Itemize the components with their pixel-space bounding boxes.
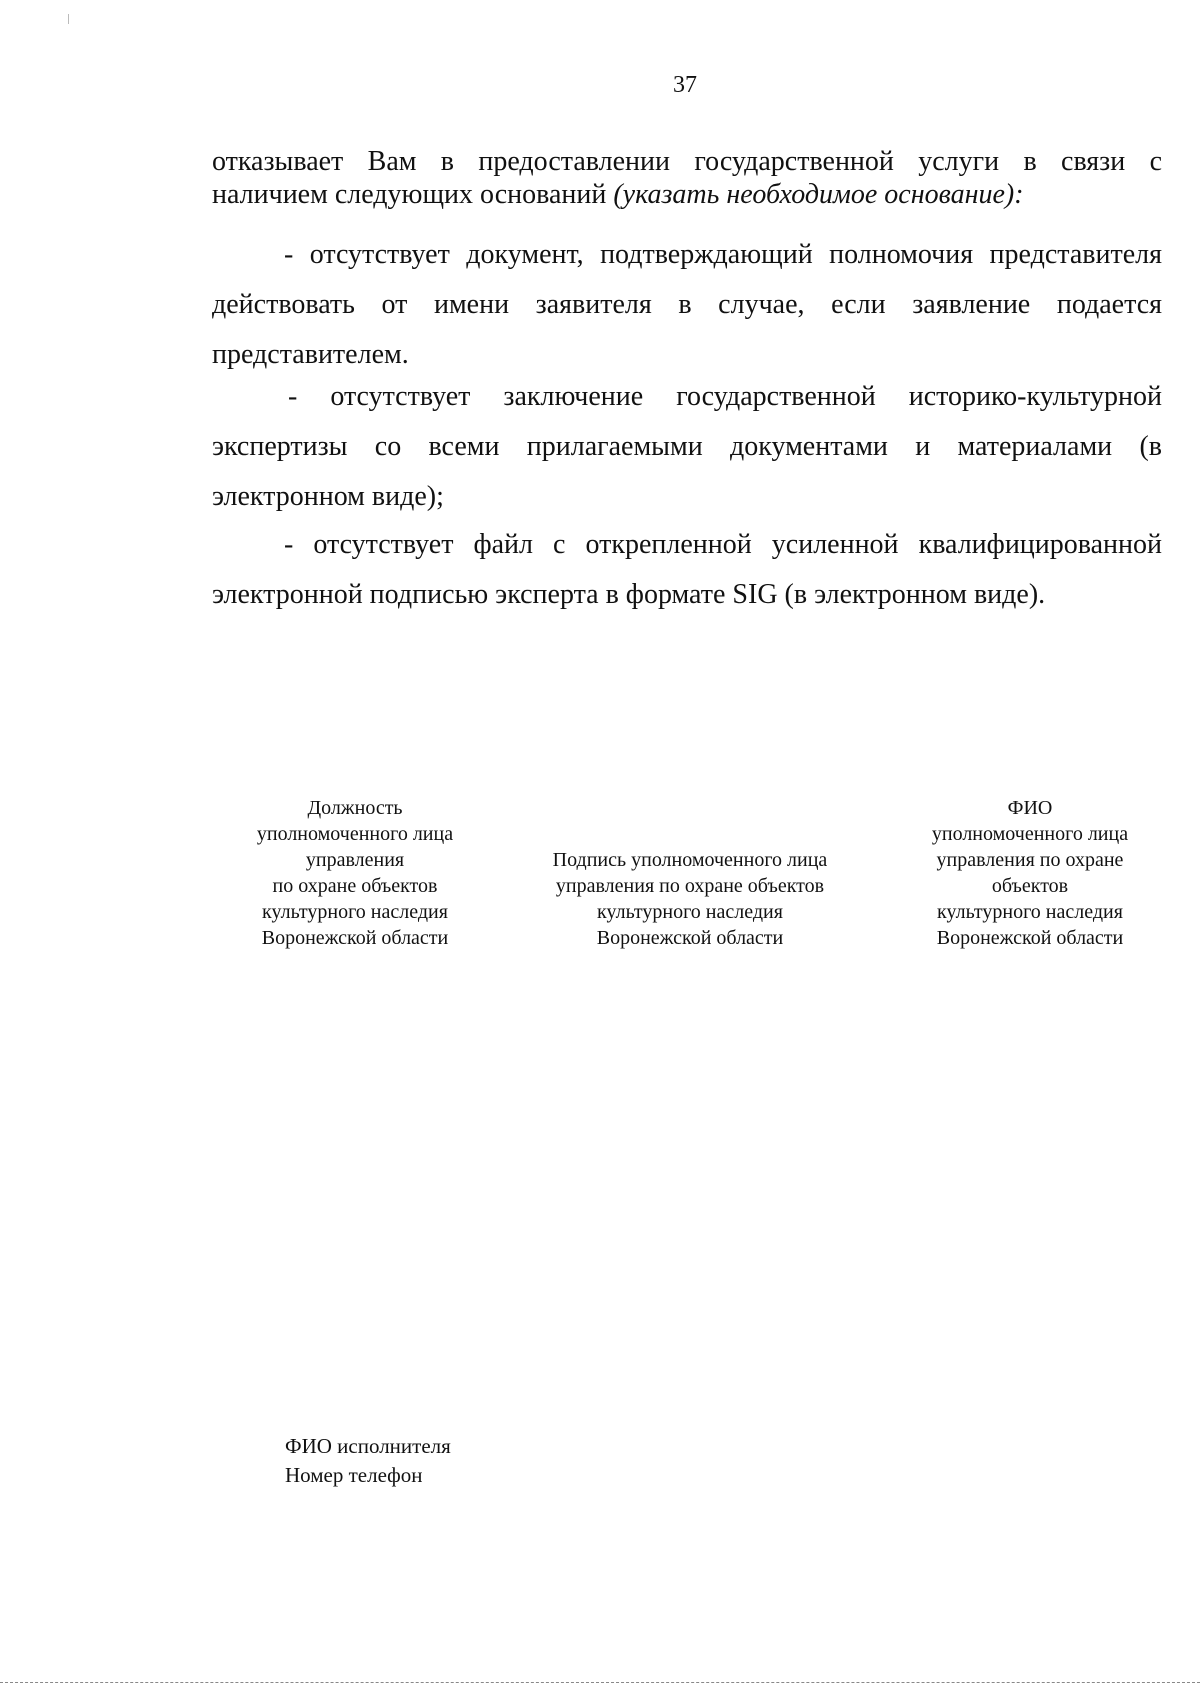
paragraph-refusal-line1: отказывает Вам в предоставлении государственной услуги в связи с (212, 146, 1162, 177)
signature-position-line: по охране объектов (272, 875, 438, 897)
signature-position-line: уполномоченного лица (256, 823, 454, 845)
paragraph-ground-3 (212, 520, 1162, 620)
paragraph-refusal (212, 145, 1162, 211)
signature-name-line: управления по охране (936, 849, 1124, 871)
paragraph-refusal-note: (указать необходимое основание): (613, 179, 1024, 210)
paragraph-ground-2 (212, 372, 1162, 522)
scan-mark (68, 14, 69, 24)
signature-sign-line: Подпись уполномоченного лица (552, 849, 828, 871)
paragraph-refusal-line2 (212, 178, 1162, 211)
page-number: 37 (673, 72, 697, 98)
signature-position-block (230, 795, 480, 951)
paragraph-ground-1 (212, 230, 1162, 380)
signature-sign-block (520, 847, 860, 951)
executor-name-label: ФИО исполнителя (285, 1434, 451, 1458)
executor-phone-label: Номер телефон (285, 1463, 423, 1487)
ground-3-text: - отсутствует файл с открепленной усиленной квалифицированной электронной подписью эксперта в формате SIG (в электронном виде). (212, 529, 1162, 610)
signature-position-line: культурного наследия (262, 901, 448, 923)
signature-name-line: культурного наследия (937, 901, 1123, 923)
paragraph-refusal-text: наличием следующих оснований (212, 179, 614, 210)
signature-sign-line: культурного наследия (597, 901, 783, 923)
ground-1-text: - отсутствует документ, подтверждающий полномочия представителя действовать от имени заявителя в случае, если заявление подается представителем. (212, 239, 1162, 370)
signature-position-line: управления (305, 849, 405, 871)
ground-2-text: - отсутствует заключение государственной историко-культурной экспертизы со всеми прилагаемыми документами и материалами (в электронном виде); (212, 381, 1162, 512)
signature-position-line: Должность (307, 797, 403, 819)
page-bottom-divider (0, 1682, 1200, 1683)
signature-name-line: уполномоченного лица (931, 823, 1129, 845)
signature-name-block (900, 795, 1160, 951)
signature-name-line: ФИО (1007, 797, 1053, 819)
signature-name-line: Воронежской области (936, 927, 1124, 949)
executor-block (285, 1432, 451, 1490)
signature-sign-line: Воронежской области (596, 927, 784, 949)
signature-name-line: объектов (991, 875, 1069, 897)
signature-position-line: Воронежской области (261, 927, 449, 949)
signature-sign-line: управления по охране объектов (555, 875, 825, 897)
